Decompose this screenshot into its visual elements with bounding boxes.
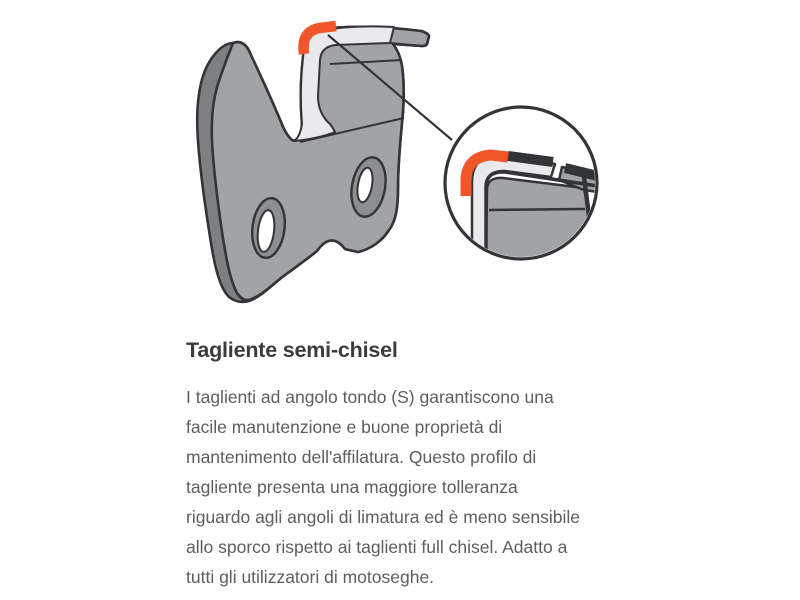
body-line: facile manutenzione e buone proprietà di [186,417,503,437]
detail-top-edge-left [508,156,553,162]
body-line: mantenimento dell'affilatura. Questo profilo di [186,447,537,467]
article [186,338,746,592]
body-line: I taglienti ad angolo tondo (S) garantiscono una [186,387,554,407]
body-line: tagliente presenta una maggiore tolleranza [186,477,518,497]
body-line: riguardo agli angoli di limatura ed è meno sensibile [186,507,580,527]
magnifier-detail-icon [445,107,605,269]
body-line: tutti gli utilizzatori di motoseghe. [186,567,435,587]
article-heading: Tagliente semi-chisel [186,338,398,362]
cutter-link-icon [197,26,429,302]
article-body [186,382,746,592]
detail-face-line [489,209,585,210]
body-line: allo sporco rispetto ai taglienti full chisel. Adatto a [186,537,568,557]
